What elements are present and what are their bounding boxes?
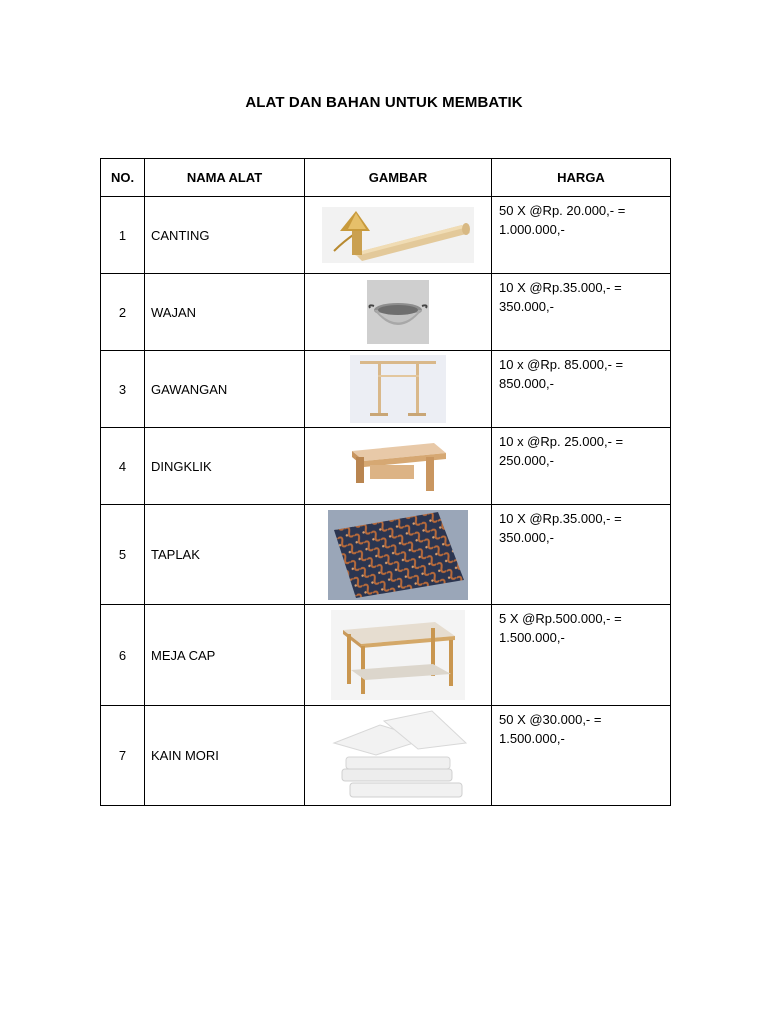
row-no: 6 [101,605,145,706]
price-line-2: 850.000,- [499,376,554,391]
price-line-1: 10 x @Rp. 25.000,- = [499,434,624,449]
row-image-cell [305,505,492,605]
price-line-2: 1.500.000,- [499,731,565,746]
row-price [492,351,671,428]
table-row [101,706,671,806]
row-image-cell [305,274,492,351]
header-name: NAMA ALAT [145,159,305,197]
price-line-2: 350.000,- [499,530,554,545]
row-name: TAPLAK [145,505,305,605]
row-no: 3 [101,351,145,428]
row-price [492,428,671,505]
row-price [492,605,671,706]
price-line-2: 350.000,- [499,299,554,314]
price-line-1: 10 x @Rp. 85.000,- = [499,357,624,372]
row-no: 2 [101,274,145,351]
row-image-cell [305,605,492,706]
price-line-1: 50 X @Rp. 20.000,- = [499,203,626,218]
price-line-1: 5 X @Rp.500.000,- = [499,611,622,626]
row-name: CANTING [145,197,305,274]
table-header-row [101,159,671,197]
row-name: MEJA CAP [145,605,305,706]
row-price [492,505,671,605]
price-line-2: 250.000,- [499,453,554,468]
row-price [492,706,671,806]
row-name: WAJAN [145,274,305,351]
row-image-cell [305,197,492,274]
row-name: DINGKLIK [145,428,305,505]
header-no: NO. [101,159,145,197]
tools-table [100,158,671,806]
table-row [101,197,671,274]
table-row [101,505,671,605]
table-row [101,605,671,706]
row-no: 4 [101,428,145,505]
kain-mori-image [328,709,468,803]
header-image: GAMBAR [305,159,492,197]
table-row [101,274,671,351]
table-row [101,428,671,505]
row-name: KAIN MORI [145,706,305,806]
price-line-1: 10 X @Rp.35.000,- = [499,280,622,295]
row-image-cell [305,428,492,505]
wajan-image [367,280,429,344]
row-no: 5 [101,505,145,605]
row-price [492,197,671,274]
row-name: GAWANGAN [145,351,305,428]
price-line-2: 1.000.000,- [499,222,565,237]
row-image-cell [305,706,492,806]
gawangan-image [350,355,446,423]
document-title: ALAT DAN BAHAN UNTUK MEMBATIK [245,94,523,111]
taplak-image [328,510,468,600]
price-line-2: 1.500.000,- [499,630,565,645]
meja-cap-image [331,610,465,700]
row-no: 7 [101,706,145,806]
row-image-cell [305,351,492,428]
row-no: 1 [101,197,145,274]
row-price [492,274,671,351]
canting-image [322,207,474,263]
dingklik-image [348,437,448,495]
price-line-1: 50 X @30.000,- = [499,712,602,727]
header-price: HARGA [492,159,671,197]
price-line-1: 10 X @Rp.35.000,- = [499,511,622,526]
table-row [101,351,671,428]
